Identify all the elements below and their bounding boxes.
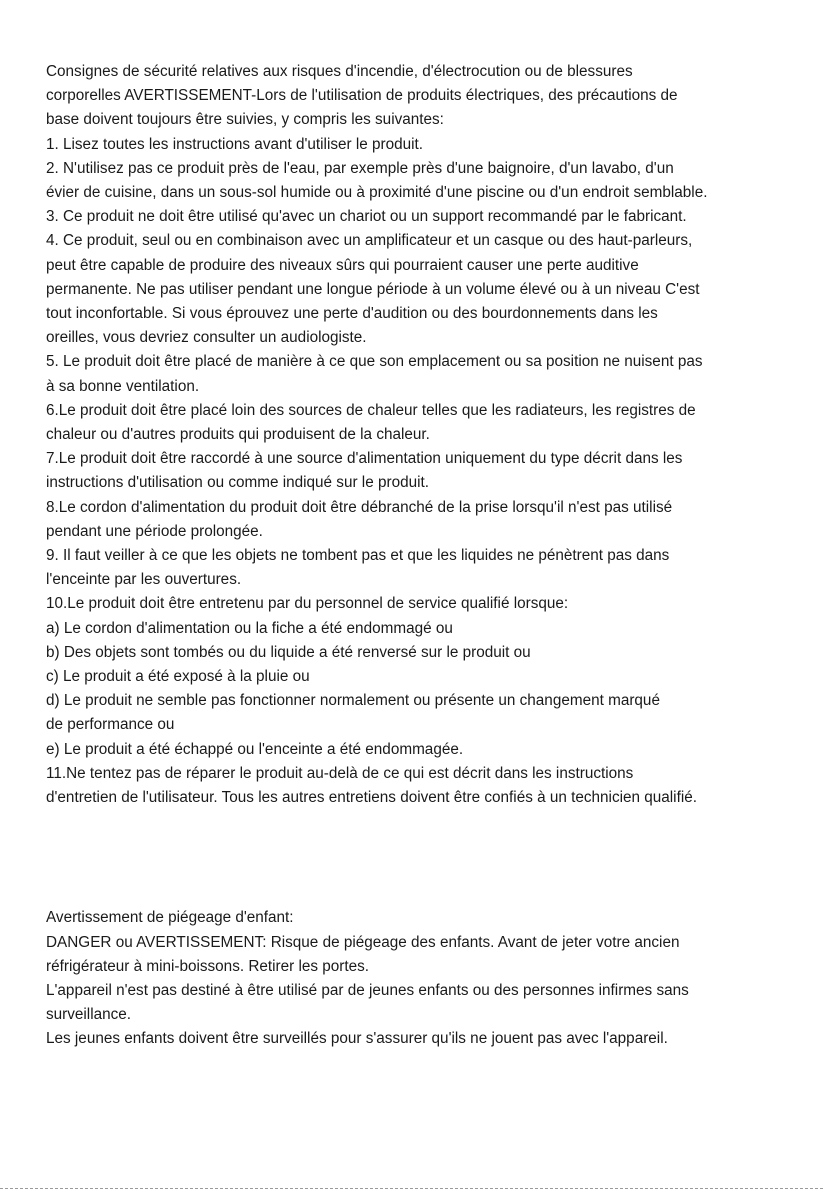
safety-line: permanente. Ne pas utiliser pendant une longue période à un volume élevé ou à un niveau C'est xyxy=(46,280,700,298)
section-spacer xyxy=(46,810,766,906)
safety-line: peut être capable de produire des niveaux sûrs qui pourraient causer une perte auditive xyxy=(46,256,639,274)
safety-line: l'enceinte par les ouvertures. xyxy=(46,571,242,589)
safety-line: chaleur ou d'autres produits qui produisent de la chaleur. xyxy=(46,426,430,444)
safety-line: d'entretien de l'utilisateur. Tous les autres entretiens doivent être confiés à un technicien qualifié. xyxy=(46,789,697,807)
warning-line: réfrigérateur à mini-boissons. Retirer les portes. xyxy=(46,957,370,975)
safety-line: 1. Lisez toutes les instructions avant d'utiliser le produit. xyxy=(46,135,424,153)
warning-heading: Avertissement de piégeage d'enfant: xyxy=(46,909,294,927)
safety-line: 3. Ce produit ne doit être utilisé qu'avec un chariot ou un support recommandé par le fabricant. xyxy=(46,208,687,226)
safety-line: tout inconfortable. Si vous éprouvez une perte d'audition ou des bourdonnements dans les xyxy=(46,305,658,323)
safety-line: d) Le produit ne semble pas fonctionner normalement ou présente un changement marqué xyxy=(46,692,660,710)
warning-line: L'appareil n'est pas destiné à être utilisé par de jeunes enfants ou des personnes infirmes sans xyxy=(46,981,689,999)
safety-line: corporelles AVERTISSEMENT-Lors de l'utilisation de produits électriques, des précautions de xyxy=(46,87,678,105)
safety-line: 2. N'utilisez pas ce produit près de l'eau, par exemple près d'une baignoire, d'un lavabo, d'un xyxy=(46,159,674,177)
safety-line: à sa bonne ventilation. xyxy=(46,377,200,395)
safety-line: b) Des objets sont tombés ou du liquide a été renversé sur le produit ou xyxy=(46,643,531,661)
page-content xyxy=(46,60,766,1052)
safety-line: 11.Ne tentez pas de réparer le produit au-delà de ce qui est décrit dans les instructions xyxy=(46,764,634,782)
safety-line: 10.Le produit doit être entretenu par du personnel de service qualifié lorsque: xyxy=(46,595,569,613)
safety-line: 6.Le produit doit être placé loin des sources de chaleur telles que les radiateurs, les registres de xyxy=(46,401,696,419)
safety-line: 8.Le cordon d'alimentation du produit doit être débranché de la prise lorsqu'il n'est pas utilisé xyxy=(46,498,673,516)
safety-line: 9. Il faut veiller à ce que les objets ne tombent pas et que les liquides ne pénètrent pas dans xyxy=(46,547,670,565)
child-entrapment-warning-section xyxy=(46,906,766,1051)
safety-line: e) Le produit a été échappé ou l'enceinte a été endommagée. xyxy=(46,740,464,758)
safety-line: 4. Ce produit, seul ou en combinaison avec un amplificateur et un casque ou des haut-parleurs, xyxy=(46,232,693,250)
warning-line: surveillance. xyxy=(46,1006,132,1024)
safety-line: Consignes de sécurité relatives aux risques d'incendie, d'électrocution ou de blessures xyxy=(46,63,633,80)
bottom-divider xyxy=(0,1188,823,1189)
warning-line: Les jeunes enfants doivent être surveillés pour s'assurer qu'ils ne jouent pas avec l'appareil. xyxy=(46,1030,668,1048)
warning-line: DANGER ou AVERTISSEMENT: Risque de piégeage des enfants. Avant de jeter votre ancien xyxy=(46,933,680,951)
safety-line: 7.Le produit doit être raccordé à une source d'alimentation uniquement du type décrit dans les xyxy=(46,450,683,468)
safety-instructions-section xyxy=(46,60,766,810)
safety-line: de performance ou xyxy=(46,716,175,734)
safety-line: évier de cuisine, dans un sous-sol humide ou à proximité d'une piscine ou d'un endroit semblable. xyxy=(46,184,708,202)
safety-line: oreilles, vous devriez consulter un audiologiste. xyxy=(46,329,367,347)
safety-line: base doivent toujours être suivies, y compris les suivantes: xyxy=(46,111,444,129)
safety-line: c) Le produit a été exposé à la pluie ou xyxy=(46,668,310,686)
safety-line: pendant une période prolongée. xyxy=(46,522,263,540)
safety-line: a) Le cordon d'alimentation ou la fiche a été endommagé ou xyxy=(46,619,453,637)
safety-line: 5. Le produit doit être placé de manière à ce que son emplacement ou sa position ne nuisent pas xyxy=(46,353,703,371)
safety-line: instructions d'utilisation ou comme indiqué sur le produit. xyxy=(46,474,429,492)
